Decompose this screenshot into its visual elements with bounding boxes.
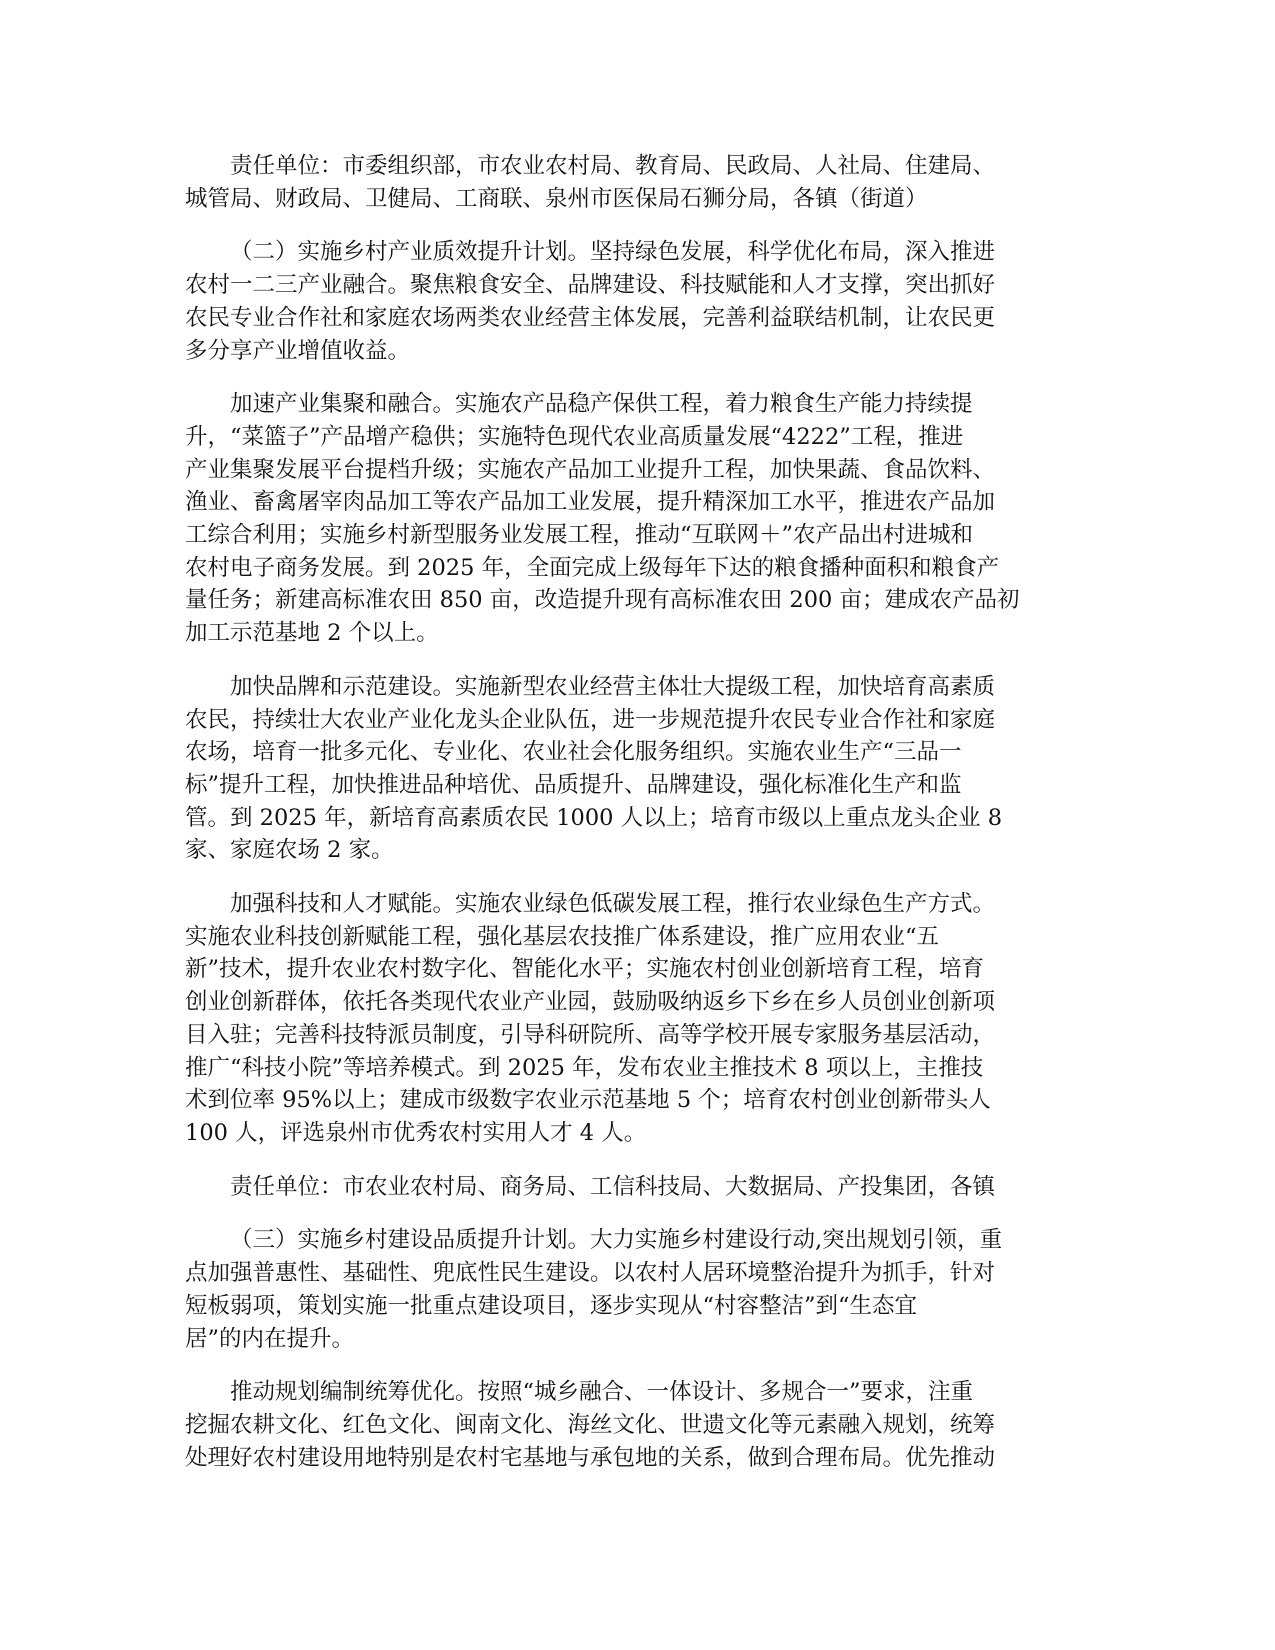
- paragraph-responsible-units-2: 责任单位：市农业农村局、商务局、工信科技局、大数据局、产投集团，各镇: [230, 1173, 996, 1200]
- document-body: [185, 150, 1085, 1495]
- paragraph-industry-agglomeration: 加速产业集聚和融合。实施农产品稳产保供工程，着力粮食生产能力持续提 升，“菜篮子”产品增产稳供；实施特色现代农业高质量发展“4222”工程，推进 产业集聚发展平台提档升级；实施农产品加工业提升工程，加快果蔬、食品饮料、 渔业、畜禽屠宰肉品加工等农产品加工业发展，提升精深加工水平，推进农产品加 工综合利用；实施乡村新型服务业发展工程，推动“互联网＋”农产品出村进城和 农村电子商务发展。到 2025 年，全面完成上级每年下达的粮食播种面积和粮食产 量任务；新建高标准农田 850 亩，改造提升现有高标准农田 200 亩；建成农产品初 加工示范基地 2 个以上。: [185, 391, 1020, 647]
- paragraph-industry-plan: （二）实施乡村产业质效提升计划。坚持绿色发展，科学优化布局，深入推进 农村一二三产业融合。聚焦粮食安全、品牌建设、科技赋能和人才支撑，突出抓好 农民专业合作社和家庭农场两类农业经营主体发展，完善利益联结机制，让农民更 多分享产业增值收益。: [185, 239, 996, 364]
- paragraph-responsible-units-1: 责任单位：市委组织部，市农业农村局、教育局、民政局、人社局、住建局、 城管局、财政局、卫健局、工商联、泉州市医保局石狮分局，各镇（街道）: [185, 153, 996, 212]
- paragraph-planning-optimization: 推动规划编制统筹优化。按照“城乡融合、一体设计、多规合一”要求，注重 挖掘农耕文化、红色文化、闽南文化、海丝文化、世遗文化等元素融入规划，统筹 处理好农村建设用地特别是农村宅基地与承包地的关系，做到合理布局。优先推动: [185, 1379, 996, 1471]
- paragraph-brand-demonstration: 加快品牌和示范建设。实施新型农业经营主体壮大提级工程，加快培育高素质 农民，持续壮大农业产业化龙头企业队伍，进一步规范提升农民专业合作社和家庭 农场，培育一批多元化、专业化、农业社会化服务组织。实施农业生产“三品一 标”提升工程，加快推进品种培优、品质提升、品牌建设，强化标准化生产和监 管。到 2025 年，新培育高素质农民 1000 人以上；培育市级以上重点龙头企业 8 家、家庭农场 2 家。: [185, 673, 1003, 864]
- paragraph-rural-construction-plan: （三）实施乡村建设品质提升计划。大力实施乡村建设行动,突出规划引领，重 点加强普惠性、基础性、兜底性民生建设。以农村人居环境整治提升为抓手，针对 短板弱项，策划实施一批重点建设项目，逐步实现从“村容整洁”到“生态宜 居”的内在提升。: [185, 1227, 1003, 1352]
- paragraph-technology-talent: 加强科技和人才赋能。实施农业绿色低碳发展工程，推行农业绿色生产方式。 实施农业科技创新赋能工程，强化基层农技推广体系建设，推广应用农业“五 新”技术，提升农业农村数字化、智能化水平；实施农村创业创新培育工程，培育 创业创新群体，依托各类现代农业产业园，鼓励吸纳返乡下乡在乡人员创业创新项 目入驻；完善科技特派员制度，引导科研院所、高等学校开展专家服务基层活动， 推广“科技小院”等培养模式。到 2025 年，发布农业主推技术 8 项以上，主推技 术到位率 95%以上；建成市级数字农业示范基地 5 个；培育农村创业创新带头人 100 人，评选泉州市优秀农村实用人才 4 人。: [185, 891, 996, 1146]
